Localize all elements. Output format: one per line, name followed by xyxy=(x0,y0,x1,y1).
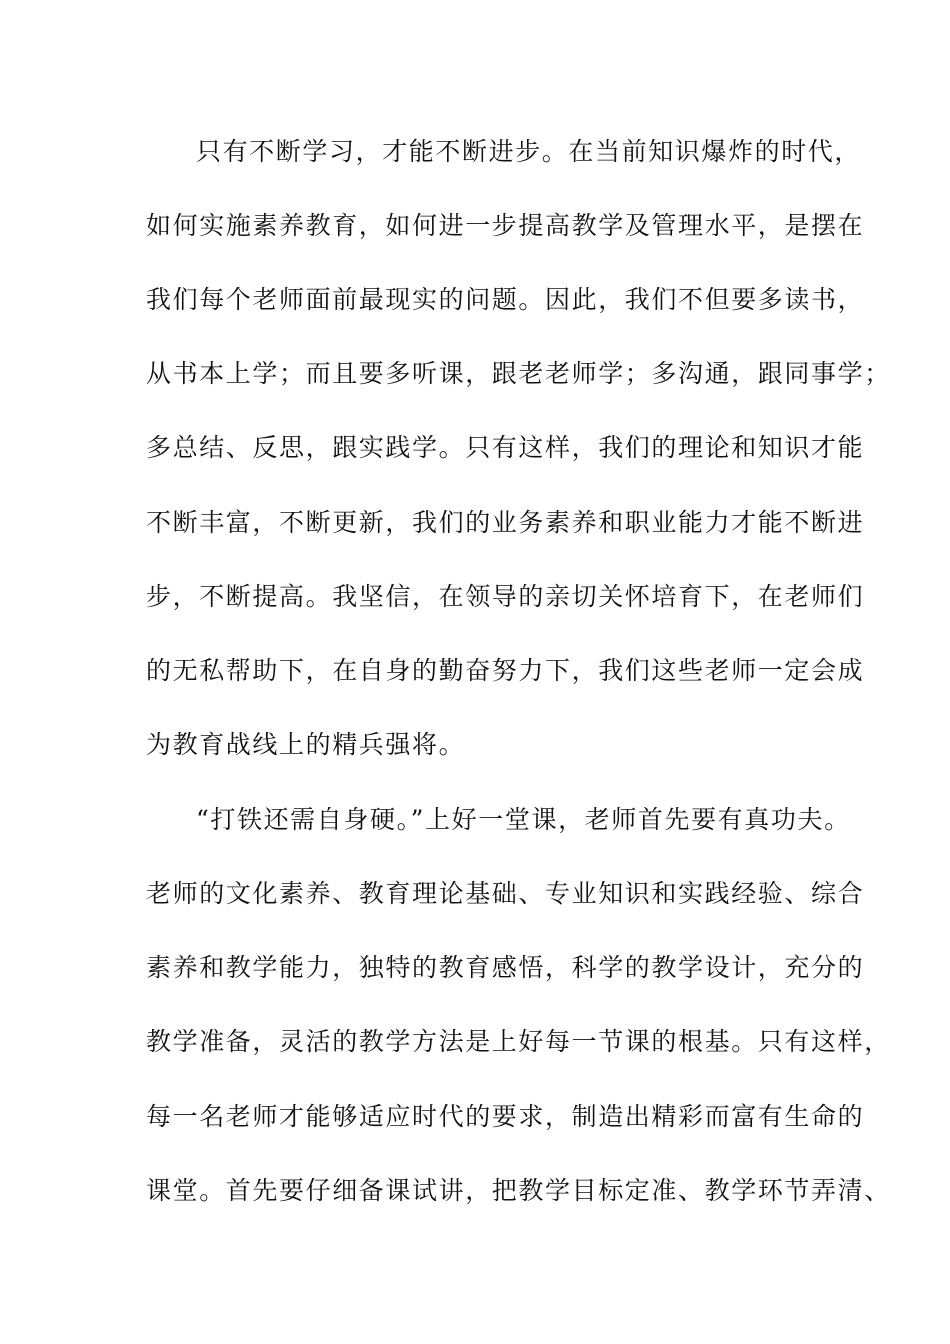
paragraph-1-line-1: 只有不断学习，才能不断进步。在当前知识爆炸的时代， xyxy=(196,137,862,166)
paragraph-2-line-4: 教学准备，灵活的教学方法是上好每一节课的根基。只有这样， xyxy=(146,1027,891,1056)
paragraph-1-line-7: 步，不断提高。我坚信，在领导的亲切关怀培育下，在老师们 xyxy=(146,582,865,611)
paragraph-1-line-2: 如何实施素养教育，如何进一步提高教学及管理水平，是摆在 xyxy=(146,211,865,240)
paragraph-1-line-6: 不断丰富，不断更新，我们的业务素养和职业能力才能不断进 xyxy=(146,508,865,537)
paragraph-2-line-2: 老师的文化素养、教育理论基础、专业知识和实践经验、综合 xyxy=(146,879,865,908)
paragraph-1-line-3: 我们每个老师面前最现实的问题。因此，我们不但要多读书， xyxy=(146,285,865,314)
paragraph-1-line-8: 的无私帮助下，在自身的勤奋努力下，我们这些老师一定会成 xyxy=(146,656,865,685)
paragraph-1-line-5: 多总结、反思，跟实践学。只有这样，我们的理论和知识才能 xyxy=(146,433,865,462)
paragraph-2-line-6: 课堂。首先要仔细备课试讲，把教学目标定准、教学环节弄清、 xyxy=(146,1176,891,1205)
paragraph-2-line-5: 每一名老师才能够适应时代的要求，制造出精彩而富有生命的 xyxy=(146,1102,865,1131)
paragraph-1-line-9: 为教育战线上的精兵强将。 xyxy=(146,730,466,759)
paragraph-2-line-3: 素养和教学能力，独特的教育感悟，科学的教学设计，充分的 xyxy=(146,953,865,982)
paragraph-2-line-1: “打铁还需自身硬。”上好一堂课，老师首先要有真功夫。 xyxy=(196,805,851,834)
paragraph-1-line-4: 从书本上学；而且要多听课，跟老老师学；多沟通，跟同事学； xyxy=(146,359,891,388)
